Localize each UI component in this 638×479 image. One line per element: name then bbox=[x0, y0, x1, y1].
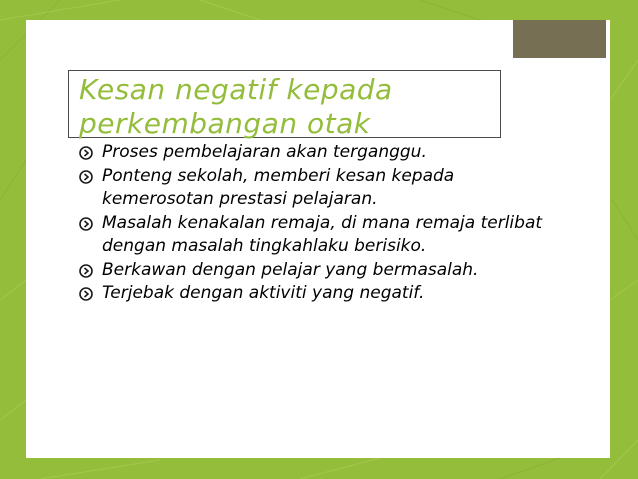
slide-card bbox=[26, 20, 610, 458]
circle-arrow-icon bbox=[79, 287, 93, 301]
bullet-item bbox=[76, 165, 556, 212]
bullet-text: Proses pembelajaran akan terganggu. bbox=[102, 142, 427, 162]
corner-accent-tab bbox=[513, 20, 606, 58]
circle-arrow-icon bbox=[79, 170, 93, 184]
bullet-text: Terjebak dengan aktiviti yang negatif. bbox=[102, 283, 425, 303]
bullet-text: Ponteng sekolah, memberi kesan kepada kemerosotan prestasi pelajaran. bbox=[102, 165, 455, 209]
bullet-item bbox=[76, 282, 556, 306]
bullet-text: Berkawan dengan pelajar yang bermasalah. bbox=[102, 259, 479, 280]
bullet-item bbox=[76, 212, 556, 259]
bullet-item bbox=[76, 259, 556, 283]
circle-arrow-icon bbox=[79, 264, 93, 278]
slide-title: Kesan negatif kepada perkembangan otak bbox=[79, 73, 393, 140]
bullet-text: Masalah kenakalan remaja, di mana remaja terlibat dengan masalah tingkahlaku berisiko. bbox=[102, 212, 543, 256]
circle-arrow-icon bbox=[79, 146, 93, 160]
bullet-list bbox=[76, 141, 556, 306]
title-box bbox=[68, 70, 501, 138]
circle-arrow-icon bbox=[79, 217, 93, 231]
bullet-item bbox=[76, 141, 556, 165]
